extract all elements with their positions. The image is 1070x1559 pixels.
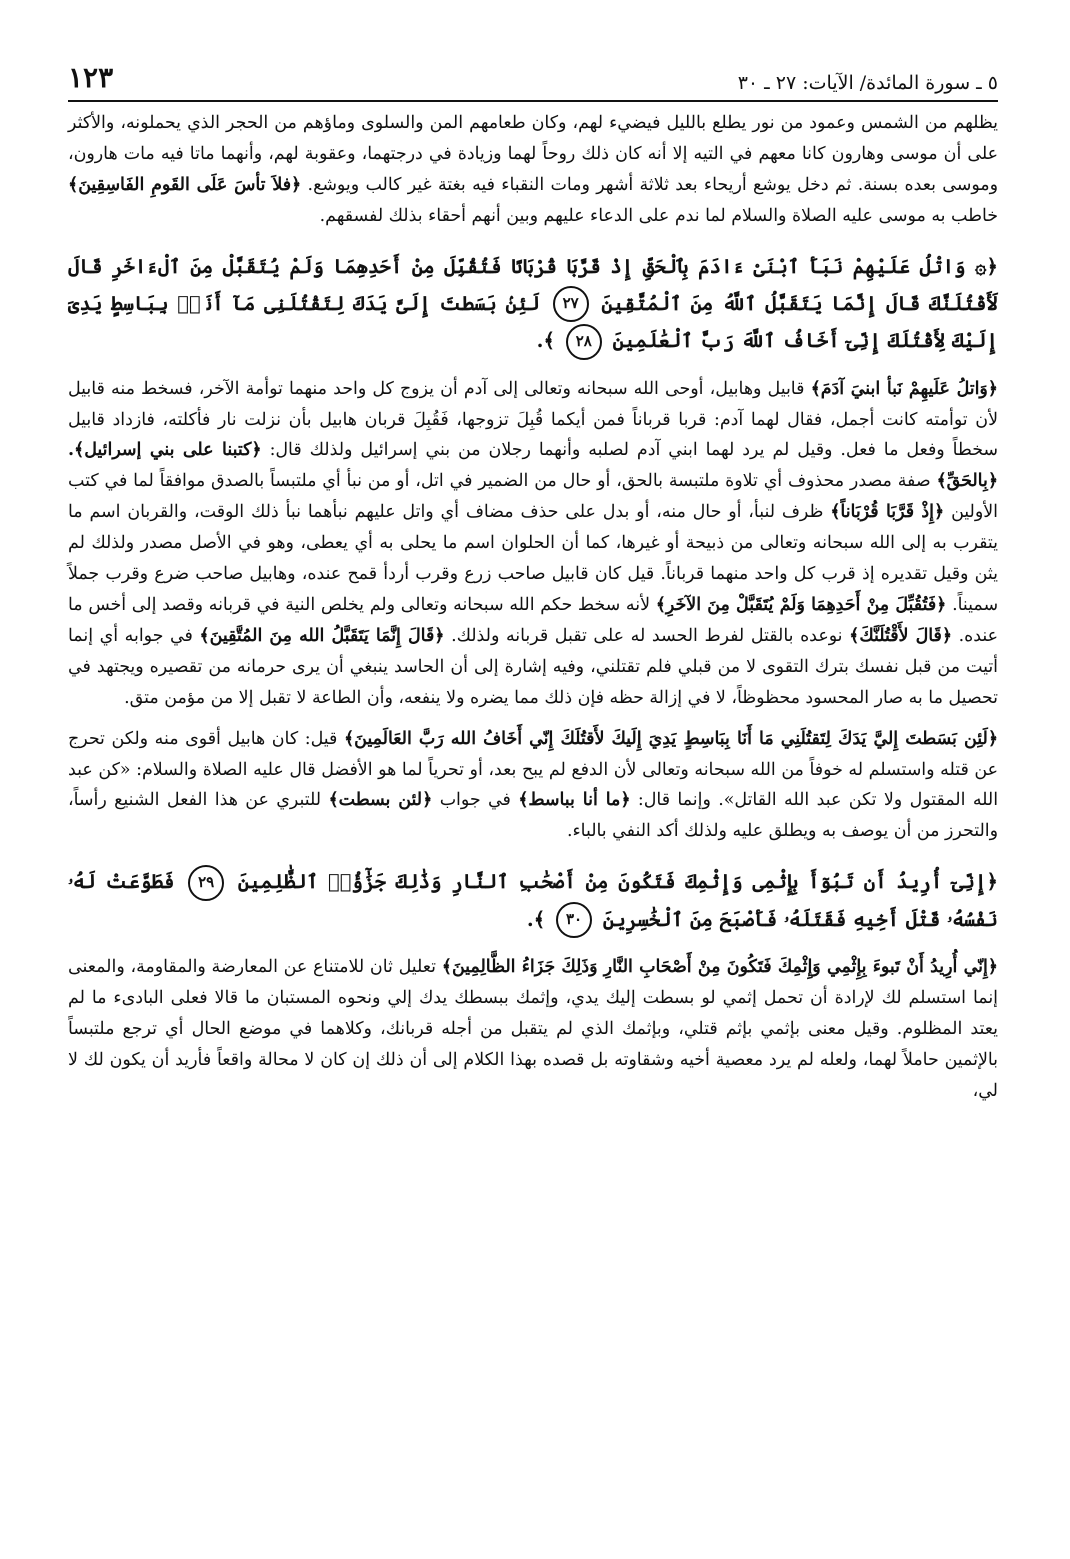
paragraph-3 <box>68 724 998 848</box>
paragraph-1 <box>68 108 998 232</box>
text: خاطب به موسى عليه الصلاة والسلام لما ندم على الدعاء عليهم وبين أنهم أحقاء بذلك لفسقهم. <box>319 205 998 226</box>
paragraph-4 <box>68 952 998 1107</box>
paragraph-2 <box>68 374 998 714</box>
text: في جوابه أي إنما أتيت من قبل نفسك بترك التقوى لا من قبلي فلم تقتلني، وفيه إشارة إلى أن الحاسد ينبغي أن يرى حرمانه من تقصيره ويجتهد في تحصيل ما به صار المحسود محظوظاً، لا في إزالة حظه فإن ذلك مما يضره ولا ينفعه، وأن الطاعة لا تقبل إلا من مؤمن متق. <box>68 625 998 708</box>
quran-verse-block-1 <box>68 248 998 360</box>
verse-text: فَطَوَّعَتْ لَهُۥ نَفْسُهُۥ قَتْلَ أَخِيهِ فَقَتَلَهُۥ فَأَصْبَحَ مِنَ ٱلْخَٰسِرِينَ <box>68 870 998 931</box>
quran-quote: ﴿لَئِن بَسَطتَ إِليَّ يَدَكَ لِتَقتُلَنِي مَا أَنَا بِبَاسِطٍ يَدِيَ إِلَيكَ لأَقتُلَكَ إِنّي أَخَافُ الله رَبَّ العَالَمِينَ﴾ <box>343 728 999 749</box>
verse-end: ﴾. <box>526 907 546 931</box>
quran-quote: ﴿قَالَ إِنَّمَا يَتَقَبَّلُ الله مِنَ المُتَّقِينَ﴾ <box>199 625 445 646</box>
text: للتبري عن هذا الفعل الشنيع رأساً، والتحرز من أن يوصف به ويطلق عليه ولذلك أكد النفي بالباء. <box>68 790 998 842</box>
page-body <box>68 108 998 1117</box>
text: تعليل ثان للامتناع عن المعارضة والمقاومة، والمعنى إنما استسلم لك لإرادة أن تحمل إثمي لو بسطت إليك يدي، وإثمك ببسطك يدك إلي ونحوه المستبان ما قالا فعلى البادىء ما لم يعتد المظلوم. وقيل معنى بإثمي بإثم قتلي، وبإثمك الذي لم يتقبل من أجله قربانك، وكلاهما في موضع الحال أي ترجع ملتبساً بالإثمين حاملاً لهما، ولعله لم يرد معصية أخيه وشقاوته بل قصده بهذا الكلام إلى أن ذلك إن كان لا محالة واقعاً فأريد أن يكون لك لا لي، <box>68 957 998 1101</box>
quran-quote: ﴿كتبنا على بني إسرائيل﴾. <box>68 440 262 461</box>
running-title: ٥ ـ سورة المائدة/ الآيات: ٢٧ ـ ٣٠ <box>737 72 998 94</box>
text: في جواب <box>439 790 511 811</box>
quran-quote: ﴿قَالَ لأَقْتُلَنَّكَ﴾ <box>849 625 953 646</box>
verse-text: ﴿إِنِّىٓ أُرِيدُ أَن تَبُوٓأَ بِإِثْمِى وَإِثْمِكَ فَتَكُونَ مِنْ أَصْحَٰبِ ٱلنَّارِ وَذَٰلِكَ جَزَٰٓؤُا۟ ٱلظَّٰلِمِينَ <box>237 870 998 894</box>
quran-quote: ﴿فَتُقُبِّلَ مِنْ أَحَدِهِمَا وَلَمْ يُتَقَبَّلْ مِنَ الآخَرِ﴾ <box>655 594 947 615</box>
verse-end: ﴾. <box>536 329 555 353</box>
text: لأنه سخط حكم الله سبحانه وتعالى ولم يخلص النية في قربانه وقصد إلى أخس ما عنده. <box>68 594 999 646</box>
quran-quote: ﴿بِالحَقِّ﴾ <box>936 471 999 492</box>
page-header <box>68 52 998 102</box>
verse-number-marker: ٢٧ <box>553 286 589 322</box>
verse-text: ﴿۞ وَاتْلُ عَلَيْهِمْ نَبَأَ ٱبْنَىْ ءَادَمَ بِٱلْحَقِّ إِذْ قَرَّبَا قُرْبَانًا فَتُقُبِّلَ مِنْ أَحَدِهِمَا وَلَمْ يُتَقَبَّلْ مِنَ ٱلْءَاخَرِ قَالَ لَأَقْتُلَنَّكَ قَالَ إِنَّمَا يَتَقَبَّلُ ٱللَّهُ مِنَ ٱلْمُتَّقِينَ <box>68 254 998 315</box>
quran-quote: ﴿وَاتلُ عَلَيهِمْ نَبأ ابنيَ آدَمَ﴾ <box>810 378 998 399</box>
text: صفة مصدر محذوف أي تلاوة ملتبسة بالحق، أو حال من الضمير في اتل، أو من نبأ أي ملتبساً بالصدق موافقاً لما في كتب الأولين <box>68 471 998 523</box>
verse-number-marker: ٢٨ <box>566 324 602 360</box>
verse-number-marker: ٣٠ <box>556 902 592 938</box>
quran-quote: ﴿إِنّي أُرِيدُ أَنْ تَبوءَ بِإِثْمِي وَإِثْمِكَ فَتَكُونَ مِنْ أَصْحَابِ النَّارِ وَذَلِكَ جَزَاءُ الظَّالِمِينَ﴾ <box>441 957 998 978</box>
quran-quote: ﴿ما أنا بباسط﴾ <box>518 790 631 811</box>
text: يظلهم من الشمس وعمود من نور يطلع بالليل فيضيء لهم، وكان طعامهم المن والسلوى وماؤهم من الحجر الذي يحملونه، والأكثر على أن موسى وهارون كانا معهم في التيه إلا أنه كان ذلك روحاً لهما وزيادة في درجتهما، وعقوبة لهم، وأنهما ماتا فيه مات هارون، وموسى بعده بسنة. ثم دخل يوشع أريحاء بعد ثلاثة أشهر ومات النقباء فيه بغتة غير كالب ويوشع. <box>68 113 999 195</box>
text: ظرف لنبأ، أو حال منه، أو بدل على حذف مضاف أي واتل عليهم نبأهما نبأ ذلك الوقت، والقربان اسم ما يتقرب به إلى الله سبحانه وتعالى من ذبيحة أو غيرها، كما أن الحلوان اسم ما يحلى به أي يعطى، وهو في الأصل مصدر ولذلك لم يثن وقيل تقديره إذ قرب كل واحد منهما قرباناً. قيل كان قابيل صاحب زرع وقرب أردأ قمح عنده، وهابيل صاحب ضرع وقرب جملاً سميناً. <box>68 502 999 615</box>
text: قيل: كان هابيل أقوى منه ولكن تحرج عن قتله واستسلم له خوفاً من الله سبحانه وتعالى لأن الدفع لم يبح بعد، أو تحرياً لما هو الأفضل قال عليه الصلاة والسلام: «كن عبد الله المقتول ولا تكن عبد الله القاتل». وإنما قال: <box>68 728 999 811</box>
verse-text: لَئِنۢ بَسَطتَ إِلَىَّ يَدَكَ لِتَقْتُلَنِى مَآ أَنَا۠ بِبَاسِطٍ يَدِىَ إِلَيْكَ لِأَقْتُلَكَ إِنِّىٓ أَخَافُ ٱللَّهَ رَبَّ ٱلْعَٰلَمِينَ <box>68 291 998 353</box>
quran-quote: ﴿إِذْ قَرَّبَا قُرْبَاناً﴾ <box>830 502 945 523</box>
quran-quote: ﴿فلاَ تأسَ عَلَى القَومِ الفَاسِقِينَ﴾ <box>68 174 302 195</box>
quran-verse-block-2 <box>68 863 998 938</box>
text: نوعده بالقتل لفرط الحسد له على تقبل قربانه ولذلك. <box>451 625 843 646</box>
verse-number-marker: ٢٩ <box>188 865 224 901</box>
quran-quote: ﴿لئن بسطت﴾ <box>328 790 433 811</box>
page-number: ١٢٣ <box>68 61 114 94</box>
text: قابيل وهابيل، أوحى الله سبحانه وتعالى إلى آدم أن يزوج كل واحد منهما توأمة الآخر، فسخط منه قابيل لأن توأمته كانت أجمل، فقال لهما آدم: قربا قرباناً فمن أيكما قُبِلَ تزوجها، فَقُبِلَ قربان هابيل بأن نزلت نار فأكلته، فازداد قابيل سخطاً وفعل ما فعل. وقيل لم يرد لهما ابني آدم لصلبه وأنهما رجلان من بني إسرائيل ولذلك قال: <box>68 378 998 461</box>
